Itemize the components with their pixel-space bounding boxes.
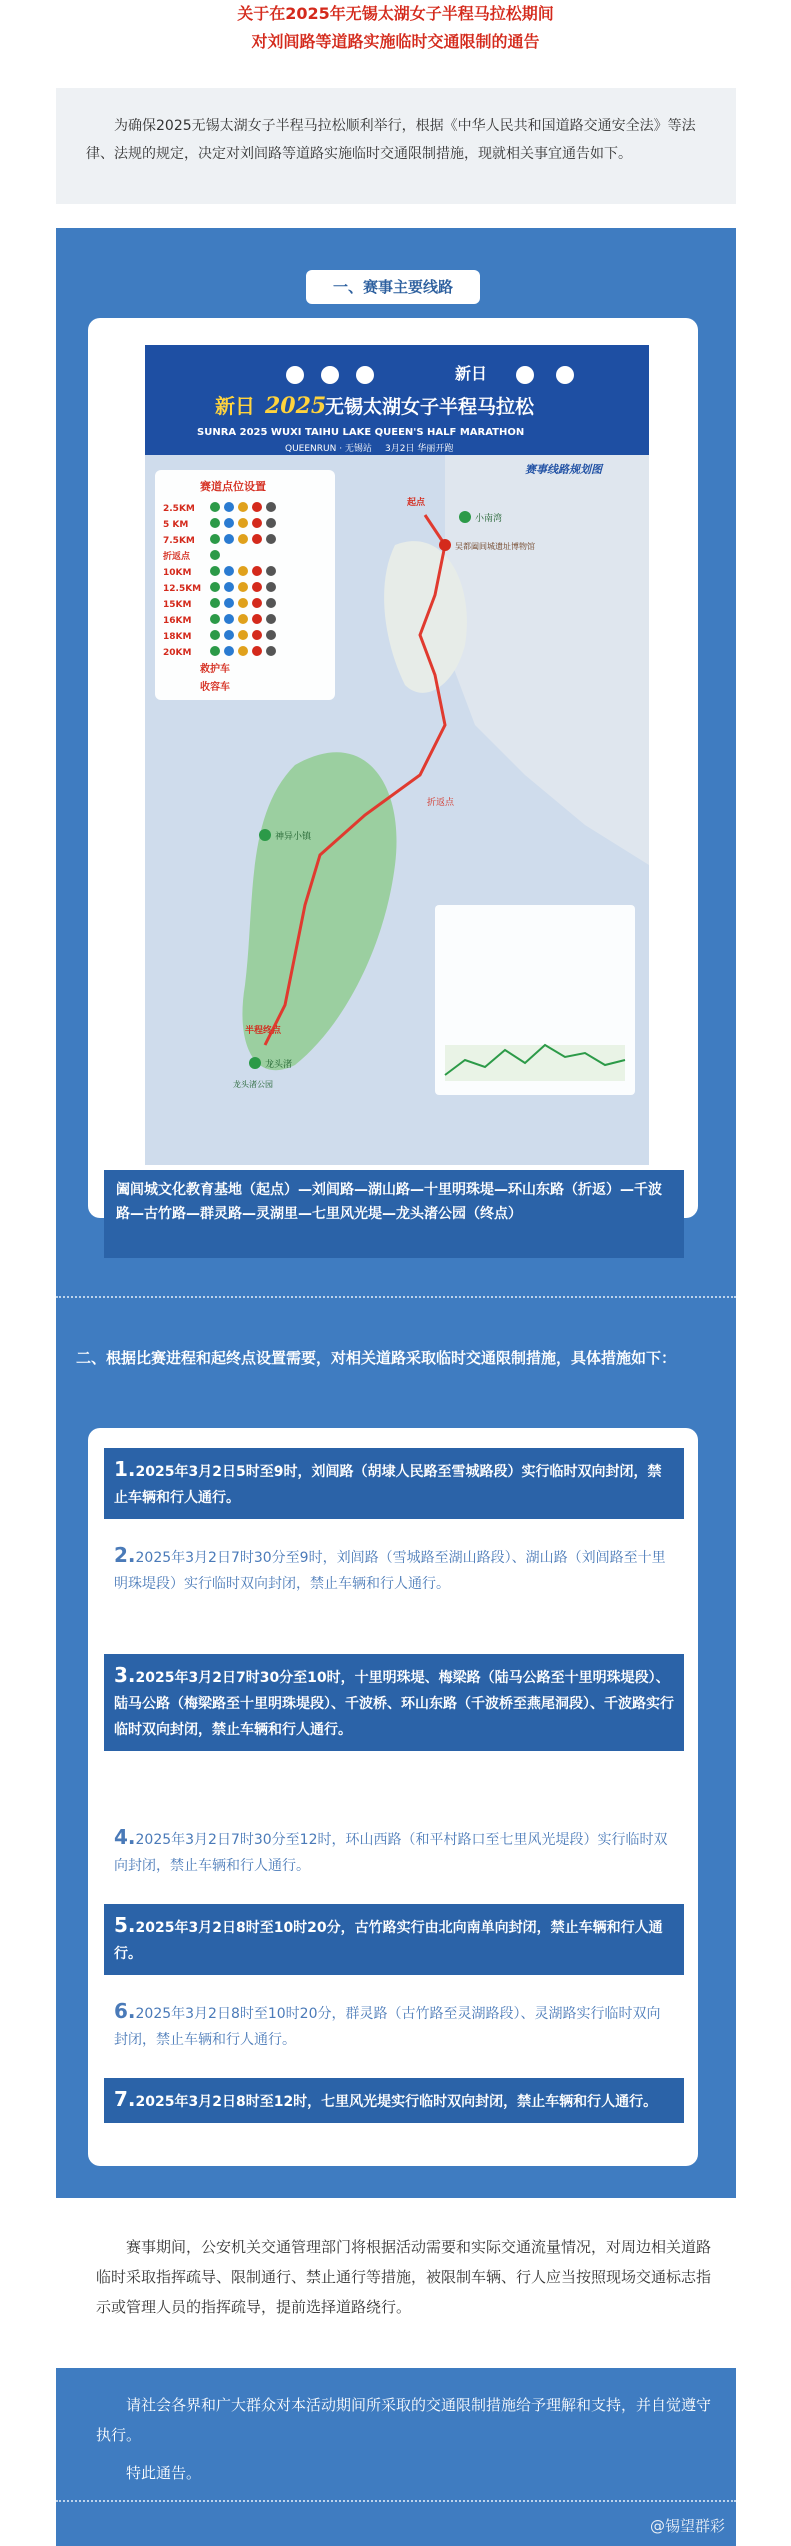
finish-label: 半程终点 [245,1026,282,1036]
legend-vehicle-sweeper: 收容车 [200,682,230,693]
legend-dot-icon [210,518,220,528]
map-title-sponsor: 新日 [215,394,255,418]
legend-dot-icon [210,502,220,512]
legend-dot-icon [266,566,276,576]
legend-dot-icon [238,566,248,576]
legend-dot-icon [224,646,234,656]
closing-paragraph: 赛事期间，公安机关交通管理部门将根据活动需要和实际交通流量情况，对周边相关道路临时采取指挥疏导、限制通行、禁止通行等措施，被限制车辆、行人应当按照现场交通标志指示或管理人员的指挥疏导，提前选择道路绕行。 [96,2238,712,2316]
map-sponsor: 新日 [455,364,488,383]
legend-dot-icon [224,598,234,608]
place-museum: 吴都阖闾城遗址博物馆 [455,542,535,551]
bottom-text [96,2390,716,2488]
legend-row-label: 18KM [163,632,192,642]
legend-row-label: 折返点 [163,552,191,562]
legend-dot-icon [224,566,234,576]
measure-text: 2025年3月2日8时至10时20分，群灵路（古竹路至灵湖路段）、灵湖路实行临时双向封闭，禁止车辆和行人通行。 [114,2006,661,2048]
legend-row-label: 10KM [163,568,192,578]
measure-text: 2025年3月2日8时至12时，七里风光堤实行临时双向封闭，禁止车辆和行人通行。 [135,2094,658,2110]
map-sub-date: 3月2日 华丽开跑 [385,444,454,454]
legend-dot-icon [266,534,276,544]
route-map-svg [145,345,649,1165]
legend-dot-icon [224,502,234,512]
legend-title: 赛道点位设置 [200,480,266,493]
section2-heading: 二、根据比赛进程和起终点设置需要，对相关道路采取临时交通限制措施，具体措施如下： [76,1349,677,1367]
legend-dot-icon [266,582,276,592]
legend-dot-icon [238,502,248,512]
measure-item-6 [104,1990,684,2061]
legend-dot-icon [252,630,262,640]
map-title-en: SUNRA 2025 WUXI TAIHU LAKE QUEEN'S HALF MARATHON [197,427,525,438]
sign-off: 特此通告。 [126,2464,202,2482]
measure-num: 6. [114,1999,136,2023]
map-title-main: 无锡太湖女子半程马拉松 [325,396,535,418]
legend-dot-icon [252,534,262,544]
legend-dot-icon [210,582,220,592]
legend-dot-icon [266,518,276,528]
legend-row-label: 12.5KM [163,584,202,594]
legend-dot-icon [238,598,248,608]
divider-dotted-bottom [56,2500,736,2502]
map-caption: 赛事线路规划图 [525,463,602,476]
divider-dotted [56,1296,736,1298]
measure-num: 2. [114,1543,136,1567]
legend-dot-icon [210,566,220,576]
watermark: @锡望群彩 [650,2517,726,2535]
legend-row-label: 16KM [163,616,192,626]
measure-text: 2025年3月2日7时30分至12时，环山西路（和平村路口至七里风光堤段）实行临时双向封闭，禁止车辆和行人通行。 [114,1832,668,1874]
legend-dot-icon [210,630,220,640]
place-town: 神异小镇 [275,832,312,842]
legend-dot-icon [238,630,248,640]
measure-num: 5. [114,1913,136,1937]
legend-dot-icon [252,566,262,576]
legend-dot-icon [238,518,248,528]
legend-dot-icon [238,582,248,592]
legend-row-label: 15KM [163,600,192,610]
legend-row-label: 7.5KM [163,536,195,546]
legend-dot-icon [238,534,248,544]
measure-text: 2025年3月2日7时30分至10时，十里明珠堤、梅梁路（陆马公路至十里明珠堤段）、陆马公路（梅梁路至十里明珠堤段）、千波桥、环山东路（千波桥至燕尾洞段）、千波路实行临时双向封闭，禁止车辆和行人通行。 [114,1670,674,1738]
measure-item-4 [104,1816,684,1887]
legend-dot-icon [224,518,234,528]
route-description: 阖闾城文化教育基地（起点）—刘闾路—湖山路—十里明珠堤—环山东路（折返）—千波路—古竹路—群灵路—灵湖里—七里风光堤—龙头渚公园（终点） [104,1170,684,1258]
appeal-paragraph: 请社会各界和广大群众对本活动期间所采取的交通限制措施给予理解和支持，并自觉遵守执行。 [96,2396,712,2444]
legend-dot-icon [252,614,262,624]
legend-dot-icon [266,630,276,640]
legend-dot-icon [210,550,220,560]
map-sub-series: QUEENRUN · 无锡站 [285,444,372,454]
measure-text: 2025年3月2日5时至9时，刘闾路（胡埭人民路至雪城路段）实行临时双向封闭，禁止车辆和行人通行。 [114,1464,662,1506]
legend-dot-icon [266,646,276,656]
legend-dot-icon [266,614,276,624]
section1-heading: 一、赛事主要线路 [306,270,480,304]
legend-dot-icon [266,598,276,608]
legend-dot-icon [210,534,220,544]
legend-dot-icon [224,630,234,640]
measure-item-3 [104,1654,684,1751]
measure-item-1 [104,1448,684,1519]
legend-row-label: 20KM [163,648,192,658]
map-title-year: 2025 [265,393,327,419]
legend-vehicle-ambulance: 救护车 [200,664,230,675]
legend-dot-icon [252,646,262,656]
legend-dot-icon [210,598,220,608]
legend-dot-icon [224,614,234,624]
measure-text: 2025年3月2日7时30分至9时，刘闾路（雪城路至湖山路段）、湖山路（刘闾路至十里明珠堤段）实行临时双向封闭，禁止车辆和行人通行。 [114,1550,666,1592]
intro-paragraph: 为确保2025无锡太湖女子半程马拉松顺利举行，根据《中华人民共和国道路交通安全法》等法律、法规的规定，决定对刘闾路等道路实施临时交通限制措施，现就相关事宜通告如下。 [56,88,736,204]
legend-dot-icon [266,502,276,512]
measure-num: 3. [114,1663,136,1687]
place-longtouzhu: 龙头渚 [265,1060,293,1070]
place-park: 龙头渚公园 [233,1080,273,1089]
legend-row-label: 2.5KM [163,504,195,514]
legend-dot-icon [224,534,234,544]
measure-num: 7. [114,2087,136,2111]
legend-dot-icon [238,646,248,656]
place-xiaonanwan: 小南湾 [475,514,503,524]
legend-dot-icon [252,582,262,592]
start-label: 起点 [407,498,426,508]
turn-label: 折返点 [427,798,455,808]
measure-item-2 [104,1534,684,1605]
measure-num: 1. [114,1457,136,1481]
legend-dot-icon [210,646,220,656]
title-line-2: 对刘闾路等道路实施临时交通限制的通告 [251,32,540,51]
notice-title [0,0,791,60]
legend-dot-icon [238,614,248,624]
legend-row-label: 5 KM [163,520,189,530]
route-map [145,345,649,1165]
measure-item-7 [104,2078,684,2123]
measure-item-5 [104,1904,684,1975]
legend-dot-icon [210,614,220,624]
legend-dot-icon [224,582,234,592]
legend-dot-icon [252,518,262,528]
legend-dot-icon [252,502,262,512]
title-line-1: 关于在2025年无锡太湖女子半程马拉松期间 [237,4,554,23]
measure-text: 2025年3月2日8时至10时20分，古竹路实行由北向南单向封闭，禁止车辆和行人通行。 [114,1920,663,1962]
measure-num: 4. [114,1825,136,1849]
legend-dot-icon [252,598,262,608]
